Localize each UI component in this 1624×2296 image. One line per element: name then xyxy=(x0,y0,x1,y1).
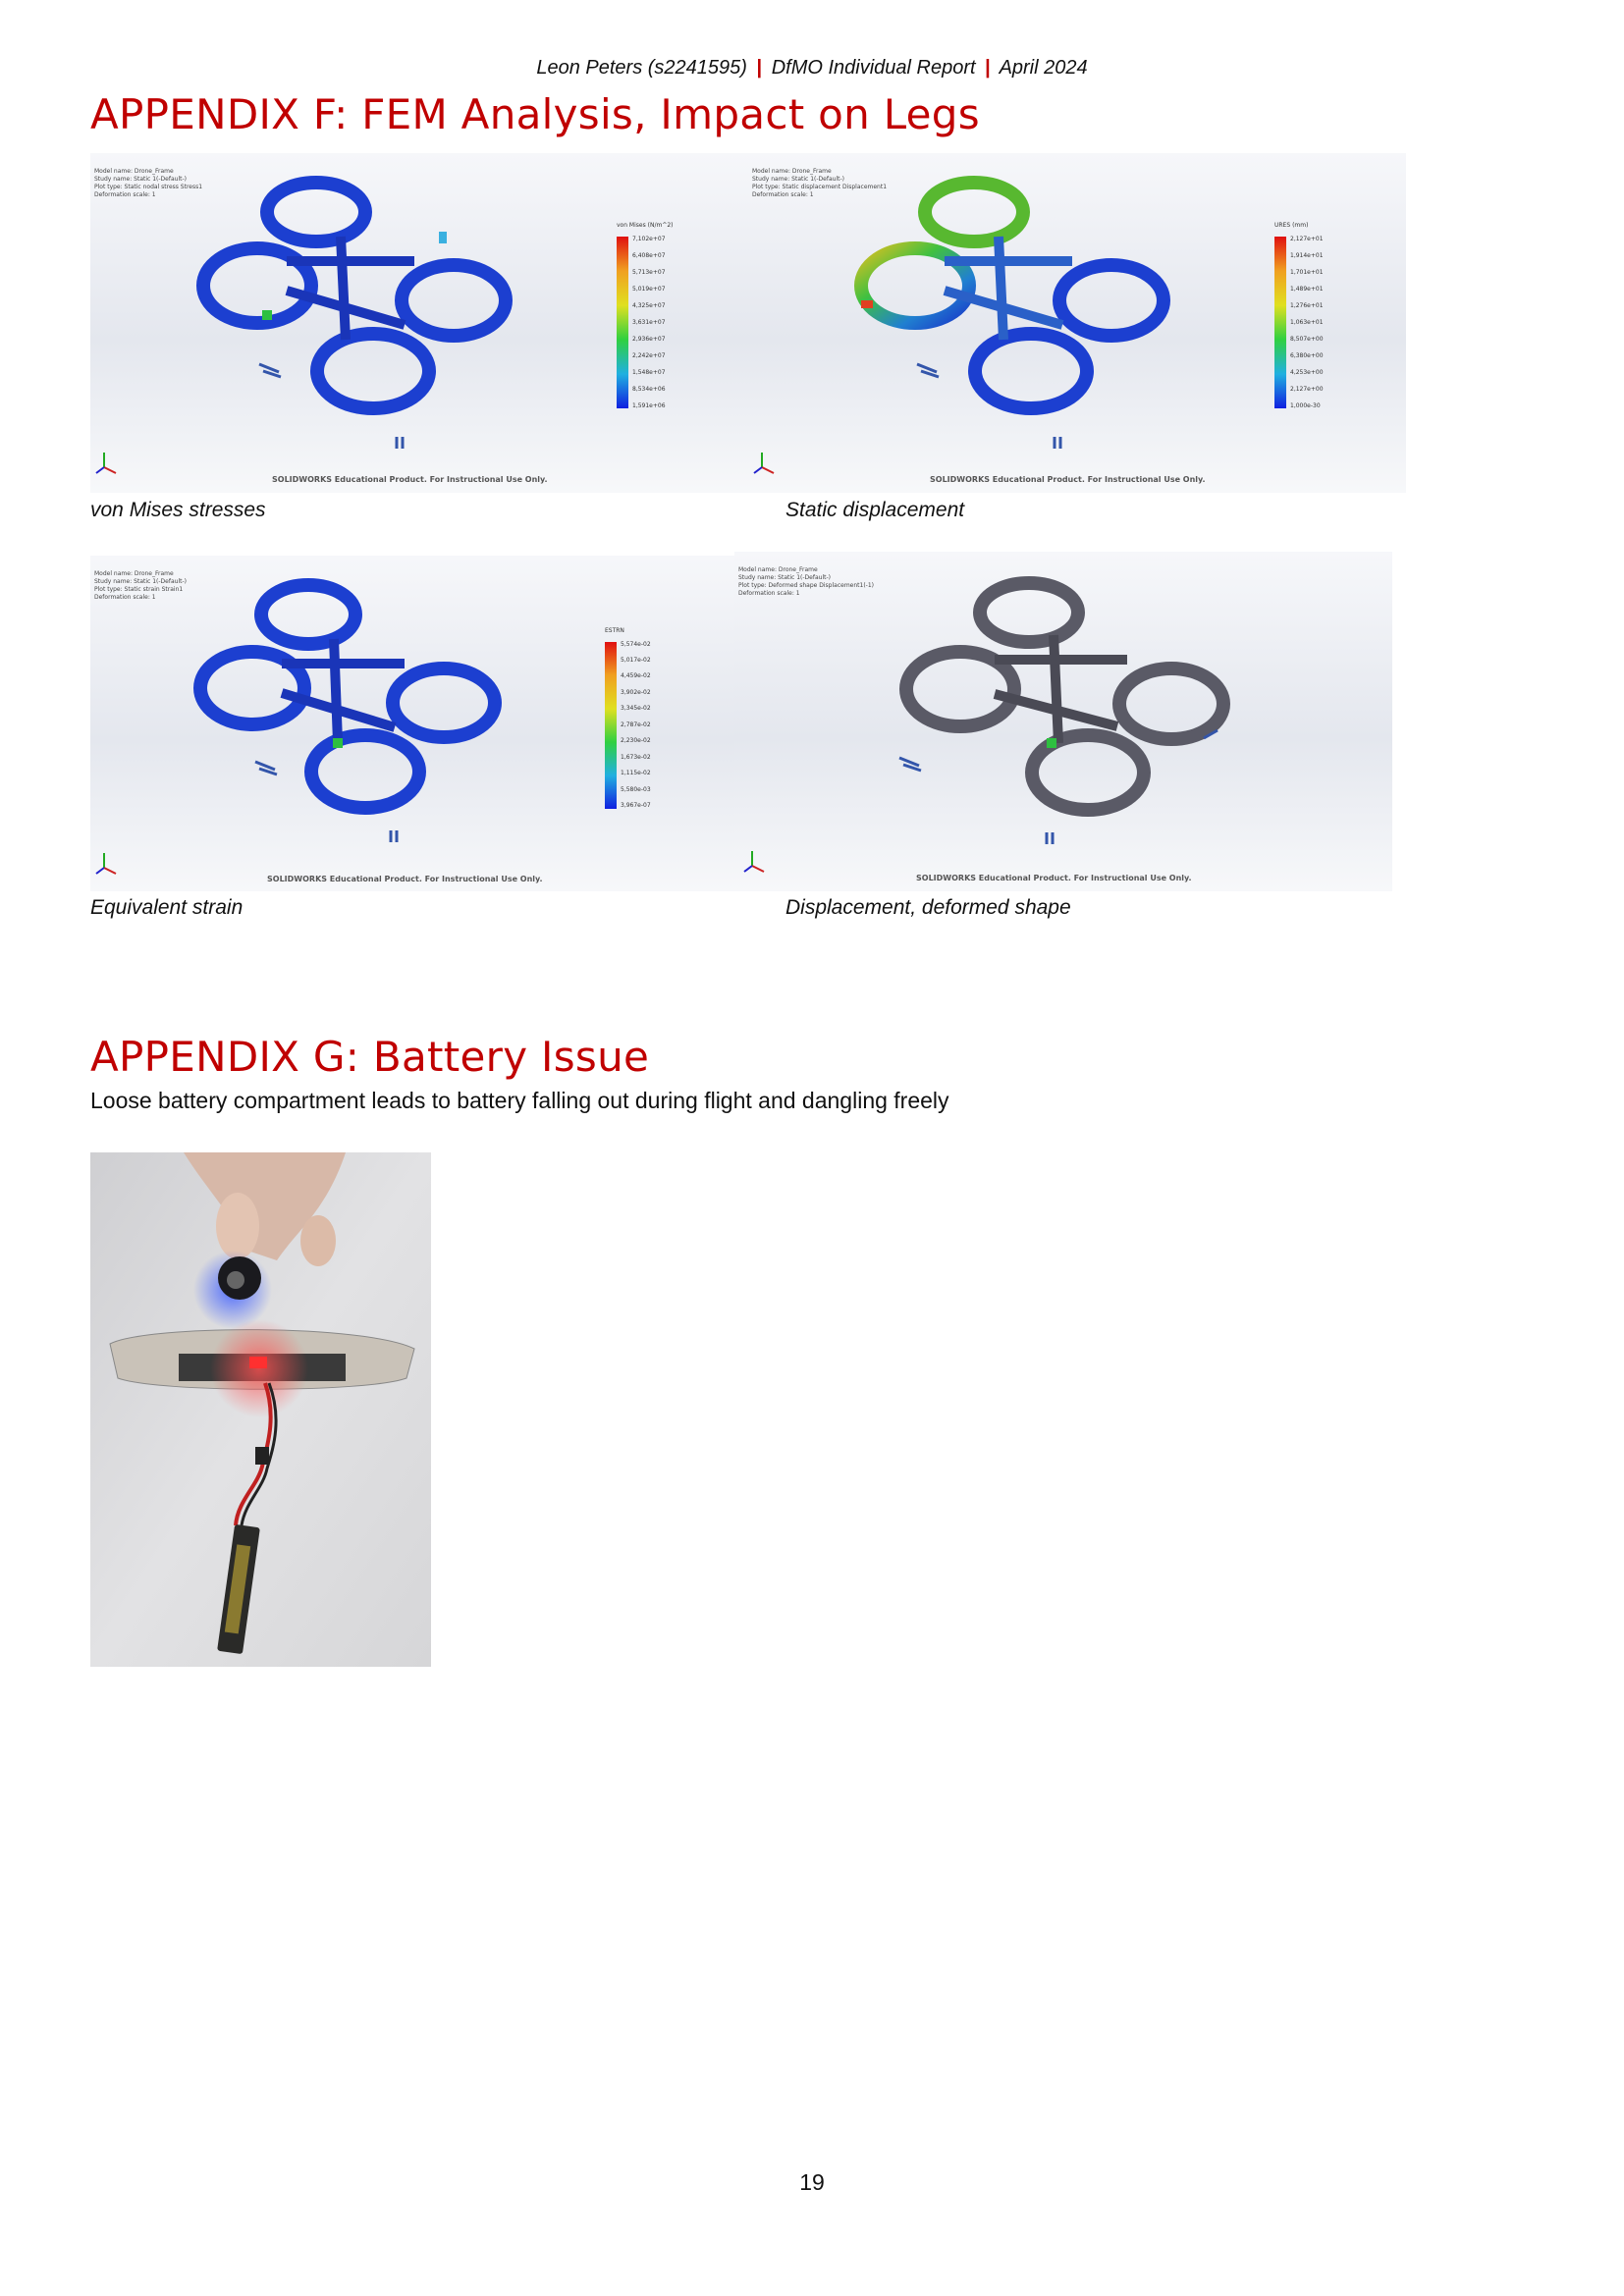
load-marker xyxy=(1047,738,1056,748)
fem-figure-displacement xyxy=(748,153,1406,493)
watermark: SOLIDWORKS Educational Product. For Instructional Use Only. xyxy=(267,875,543,883)
legend-value: 1,701e+01 xyxy=(1290,269,1324,276)
camera-lens xyxy=(227,1271,244,1289)
legend-value: 5,580e-03 xyxy=(621,786,651,793)
legend-value: 2,787e-02 xyxy=(621,721,651,728)
color-bar xyxy=(1274,237,1286,408)
legend-value: 8,534e+06 xyxy=(632,386,666,393)
legend-value: 2,242e+07 xyxy=(632,352,666,359)
figure-caption: von Mises stresses xyxy=(90,499,266,521)
watermark: SOLIDWORKS Educational Product. For Instructional Use Only. xyxy=(916,874,1192,882)
info-line: Study name: Static 1(-Default-) xyxy=(94,578,187,585)
red-led xyxy=(249,1357,267,1368)
legend-value: 5,017e-02 xyxy=(621,657,651,664)
legend-value: 5,019e+07 xyxy=(632,286,666,293)
finger xyxy=(300,1215,336,1266)
info-line: Plot type: Static strain Strain1 xyxy=(94,586,184,593)
photo xyxy=(90,1152,431,1667)
finger xyxy=(216,1193,259,1259)
appendix-g-title: APPENDIX G: Battery Issue xyxy=(90,1033,650,1081)
info-line: Study name: Static 1(-Default-) xyxy=(738,574,831,581)
legend-value: 1,063e+01 xyxy=(1290,319,1324,326)
fem-plot xyxy=(748,153,1406,493)
header-separator: | xyxy=(985,57,991,79)
legend-value: 2,127e+01 xyxy=(1290,236,1324,242)
header-separator: | xyxy=(756,57,763,79)
info-line: Plot type: Deformed shape Displacement1(-1) xyxy=(738,582,874,589)
legend-value: 2,230e-02 xyxy=(621,737,651,744)
info-line: Model name: Drone_Frame xyxy=(738,566,818,573)
legend-value: 2,936e+07 xyxy=(632,336,666,343)
legend-value: 8,507e+00 xyxy=(1290,336,1324,343)
page-number: 19 xyxy=(799,2169,825,2195)
info-line: Model name: Drone_Frame xyxy=(94,168,174,175)
appendix-f-title: APPENDIX F: FEM Analysis, Impact on Legs xyxy=(90,90,980,138)
legend-value: 3,345e-02 xyxy=(621,705,651,712)
legend-value: 3,967e-07 xyxy=(621,802,651,809)
legend-value: 7,102e+07 xyxy=(632,236,666,242)
legend-value: 3,631e+07 xyxy=(632,319,666,326)
legend-value: 1,591e+06 xyxy=(632,402,666,409)
fem-figure-strain xyxy=(90,556,734,891)
legend-value: 4,459e-02 xyxy=(621,672,651,679)
running-header xyxy=(0,57,1624,80)
info-line: Deformation scale: 1 xyxy=(94,191,156,198)
header-report: DfMO Individual Report xyxy=(771,57,976,79)
legend-value: 5,574e-02 xyxy=(621,641,651,648)
info-line: Deformation scale: 1 xyxy=(752,191,814,198)
fem-plot xyxy=(734,552,1392,891)
legend-value: 4,325e+07 xyxy=(632,302,666,309)
legend-title: URES (mm) xyxy=(1274,222,1309,229)
legend-title: ESTRN xyxy=(605,627,624,634)
info-line: Deformation scale: 1 xyxy=(738,590,800,597)
fem-figure-deformed xyxy=(734,552,1392,891)
legend-value: 5,713e+07 xyxy=(632,269,666,276)
info-line: Model name: Drone_Frame xyxy=(752,168,832,175)
info-line: Study name: Static 1(-Default-) xyxy=(94,176,187,183)
legend-value: 1,115e-02 xyxy=(621,770,651,776)
legend-value: 6,380e+00 xyxy=(1290,352,1324,359)
header-author: Leon Peters (s2241595) xyxy=(536,57,747,79)
header-date: April 2024 xyxy=(999,57,1088,79)
watermark: SOLIDWORKS Educational Product. For Instructional Use Only. xyxy=(930,475,1206,484)
legend-value: 1,276e+01 xyxy=(1290,302,1324,309)
body-paragraph: Loose battery compartment leads to battery falling out during flight and dangling freely xyxy=(90,1088,949,1113)
displacement-hotspot xyxy=(861,300,873,308)
figure-caption: Displacement, deformed shape xyxy=(785,896,1071,919)
legend-value: 3,902e-02 xyxy=(621,689,651,696)
fem-plot xyxy=(90,556,734,891)
legend-value: 2,127e+00 xyxy=(1290,386,1324,393)
info-line: Study name: Static 1(-Default-) xyxy=(752,176,844,183)
figure-caption: Equivalent strain xyxy=(90,896,244,919)
info-line: Plot type: Static nodal stress Stress1 xyxy=(94,184,203,190)
color-bar xyxy=(605,642,617,809)
info-line: Deformation scale: 1 xyxy=(94,594,156,601)
figure-caption: Static displacement xyxy=(785,499,965,521)
fem-plot xyxy=(90,153,748,493)
legend-value: 4,253e+00 xyxy=(1290,369,1324,376)
legend-value: 1,548e+07 xyxy=(632,369,666,376)
stress-hotspot xyxy=(262,310,272,320)
legend-value: 1,914e+01 xyxy=(1290,252,1324,259)
info-line: Model name: Drone_Frame xyxy=(94,570,174,577)
battery-photo xyxy=(90,1152,431,1667)
legend-title: von Mises (N/m^2) xyxy=(617,222,674,229)
info-line: Plot type: Static displacement Displacement1 xyxy=(752,184,888,190)
legend-value: 1,000e-30 xyxy=(1290,402,1321,409)
legend-value: 1,673e-02 xyxy=(621,754,651,761)
legend-value: 1,489e+01 xyxy=(1290,286,1324,293)
watermark: SOLIDWORKS Educational Product. For Instructional Use Only. xyxy=(272,475,548,484)
fem-figure-stress xyxy=(90,153,748,493)
color-bar xyxy=(617,237,628,408)
stress-hotspot xyxy=(439,232,447,243)
strain-hotspot xyxy=(333,738,343,748)
legend-value: 6,408e+07 xyxy=(632,252,666,259)
connector xyxy=(255,1447,269,1465)
